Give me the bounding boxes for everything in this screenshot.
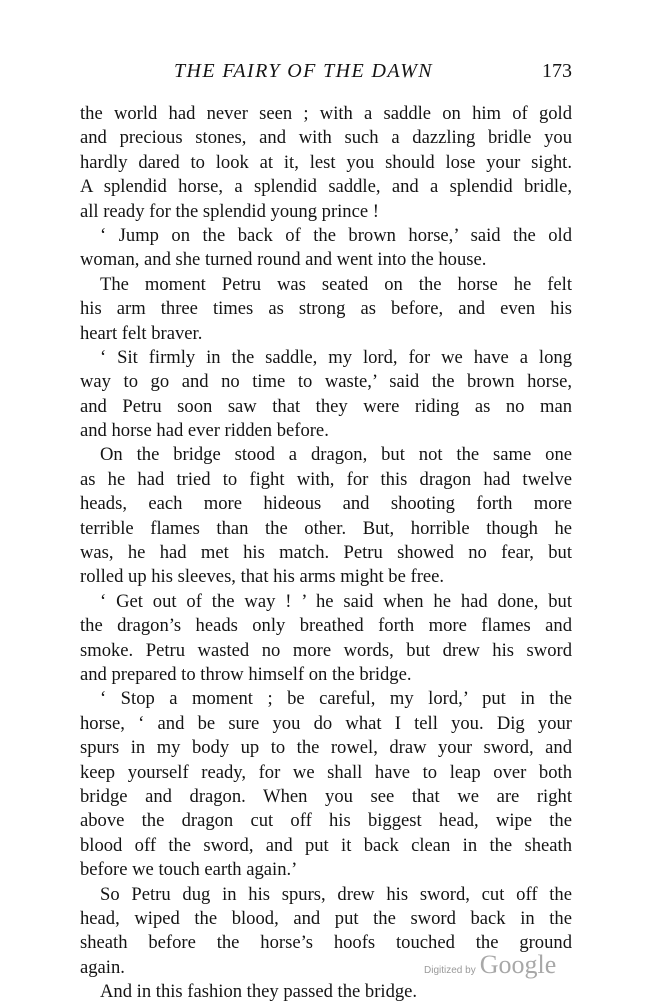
text-line: On the bridge stood a dragon, but not the same one [100,444,572,466]
text-line: terrible flames than the other. But, horrible though he [80,517,572,539]
text-line: and Petru soon saw that they were riding as no man [80,395,572,417]
page-number: 173 [542,60,572,82]
text-line: way to go and no time to waste,’ said the brown horse, [80,371,572,393]
text-line: heart felt braver. [80,322,203,344]
text-line: heads, each more hideous and shooting forth more [80,493,572,515]
text-line: smoke. Petru wasted no more words, but drew his sword [80,639,572,661]
body-text [80,102,572,1004]
running-title: THE FAIRY OF THE DAWN [174,60,434,82]
text-line: sheath before the horse’s hoofs touched the ground [80,932,572,954]
text-line: So Petru dug in his spurs, drew his sword, cut off the [100,883,572,905]
text-line: hardly dared to look at it, lest you should lose your sight. [80,151,572,173]
text-line: head, wiped the blood, and put the sword back in the [80,907,572,929]
text-line: as he had tried to fight with, for this dragon had twelve [80,468,572,490]
text-line: above the dragon cut off his biggest head, wipe the [80,810,572,832]
text-line: all ready for the splendid young prince ! [80,200,379,222]
text-line: keep yourself ready, for we shall have to leap over both [80,761,572,783]
google-logo: Google [479,950,557,979]
page-header [80,60,572,88]
text-line: And in this fashion they passed the bridge. [100,981,418,1003]
text-line: before we touch earth again.’ [80,859,298,881]
text-line: The moment Petru was seated on the horse he felt [100,273,572,295]
text-line: his arm three times as strong as before, and even his [80,298,572,320]
text-line: rolled up his sleeves, that his arms might be free. [80,566,445,588]
text-line: ‘ Sit firmly in the saddle, my lord, for we have a long [100,346,572,368]
text-line: and precious stones, and with such a dazzling bridle you [80,127,572,149]
text-line: horse, ‘ and be sure you do what I tell you. Dig your [80,712,572,734]
text-line: ‘ Get out of the way ! ’ he said when he had done, but [100,590,572,612]
text-line: blood off the sword, and put it back clean in the sheath [80,834,572,856]
text-line: was, he had met his match. Petru showed no fear, but [80,542,572,564]
text-line: spurs in my body up to the rowel, draw your sword, and [80,737,572,759]
text-line: and prepared to throw himself on the bridge. [80,663,412,685]
digitized-by-label: Digitized by [424,965,476,976]
text-line: the dragon’s heads only breathed forth more flames and [80,615,572,637]
digitized-watermark [424,950,556,980]
text-line: ‘ Jump on the back of the brown horse,’ said the old [100,224,572,246]
text-line: woman, and she turned round and went into the house. [80,249,487,271]
text-line: again. [80,956,125,978]
text-line: A splendid horse, a splendid saddle, and a splendid bridle, [80,176,572,198]
text-line: ‘ Stop a moment ; be careful, my lord,’ put in the [100,688,572,710]
text-line: bridge and dragon. When you see that we are right [80,785,572,807]
text-line: the world had never seen ; with a saddle on him of gold [80,103,572,124]
text-line: and horse had ever ridden before. [80,420,329,442]
